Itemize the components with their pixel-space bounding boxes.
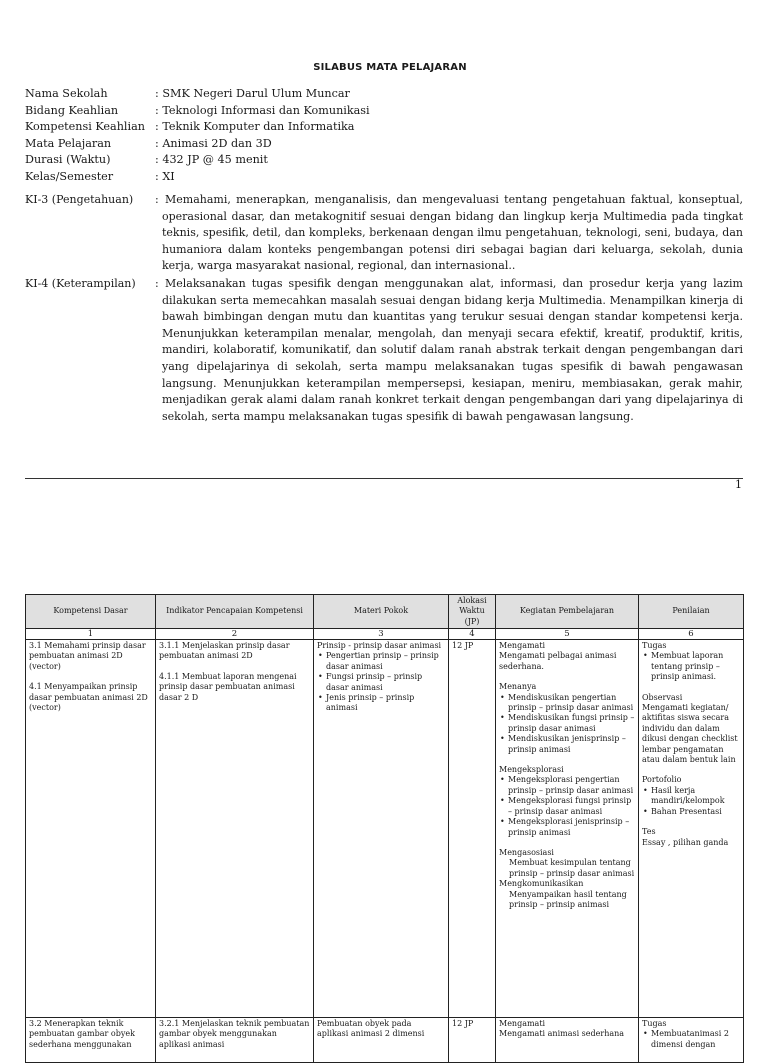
info-label: Kelas/Semester <box>25 169 114 183</box>
list-item: • Mengeksplorasi jenisprinsip – prinsip animasi <box>499 817 635 838</box>
list-item: • Mendiskusikan fungsi prinsip – prinsip dasar animasi <box>499 713 635 734</box>
column-number: 4 <box>449 629 496 640</box>
penilaian-heading: Tugas <box>642 641 667 650</box>
column-number: 1 <box>26 629 156 640</box>
penilaian-heading: Tugas <box>642 1019 667 1028</box>
column-number: 2 <box>156 629 314 640</box>
cell-alokasi-waktu: 12 JP <box>449 640 496 1018</box>
cell-kompetensi-dasar <box>26 640 156 1018</box>
cell-penilaian <box>639 1018 744 1063</box>
kegiatan-heading: Mengamati <box>499 641 546 650</box>
ki3-colon: : <box>155 193 159 206</box>
course-info <box>25 86 370 186</box>
info-row-field <box>25 103 370 120</box>
cell-materi-pokok: Pembuatan obyek pada aplikasi animasi 2 dimensi <box>314 1018 449 1063</box>
footer-divider <box>25 478 743 479</box>
ki3-section <box>25 192 743 276</box>
penilaian-heading: Portofolio <box>642 775 682 785</box>
tugas-list <box>642 1029 740 1050</box>
kegiatan-heading: Mengeksplorasi <box>499 765 564 775</box>
kegiatan-text: Membuat kesimpulan tentang prinsip – prinsip dasar animasi <box>509 858 635 878</box>
kegiatan-text: Mengamati pelbagai animasi sederhana. <box>499 651 617 671</box>
document-title: SILABUS MATA PELAJARAN <box>313 62 467 73</box>
list-item: • Mengeksplorasi fungsi prinsip – prinsip dasar animasi <box>499 796 635 817</box>
list-item: • Fungsi prinsip – prinsip dasar animasi <box>317 672 445 693</box>
materi-list <box>317 651 445 713</box>
info-label: Kompetensi Keahlian <box>25 120 145 134</box>
info-label: Durasi (Waktu) <box>25 153 111 167</box>
info-label: Mata Pelajaran <box>25 136 112 150</box>
info-value: : Teknologi Informasi dan Komunikasi <box>155 103 370 117</box>
penilaian-text: Mengamati kegiatan/ aktifitas siswa secara individu dan dalam dikusi dengan checklist lembar pengamatan atau dalam bentuk lain <box>642 703 738 765</box>
table-header-row <box>26 595 744 629</box>
column-number: 6 <box>639 629 744 640</box>
info-row-duration <box>25 152 370 169</box>
info-label: Bidang Keahlian <box>25 103 119 117</box>
kegiatan-text: Menyampaikan hasil tentang prinsip – prinsip animasi <box>509 889 627 909</box>
ipk-3-1-1: 3.1.1 Menjelaskan prinsip dasar pembuatan animasi 2D <box>159 641 290 661</box>
page-number: 1 <box>735 478 742 491</box>
header-penilaian: Penilaian <box>639 595 744 629</box>
cell-indikator: 3.2.1 Menjelaskan teknik pembuatan gambar obyek menggunakan aplikasi animasi <box>156 1018 314 1063</box>
info-row-competency <box>25 119 370 136</box>
kd-4-1: 4.1 Menyampaikan prinsip dasar pembuatan animasi 2D (vector) <box>29 682 148 713</box>
penilaian-heading: Tes <box>642 827 656 837</box>
cell-indikator <box>156 640 314 1018</box>
kegiatan-heading: Mengamati <box>499 1019 546 1028</box>
penilaian-text: Essay , pilihan ganda <box>642 837 729 847</box>
cell-alokasi-waktu: 12 JP <box>449 1018 496 1063</box>
tugas-list <box>642 651 740 682</box>
info-row-subject <box>25 136 370 153</box>
cell-kegiatan <box>496 640 639 1018</box>
materi-title: Prinsip - prinsip dasar animasi <box>317 641 442 650</box>
ipk-4-1-1: 4.1.1 Membuat laporan mengenai prinsip dasar pembuatan animasi dasar 2 D <box>159 671 297 702</box>
info-row-school <box>25 86 370 103</box>
list-item: • Pengertian prinsip – prinsip dasar animasi <box>317 651 445 672</box>
header-indikator: Indikator Pencapaian Kompetensi <box>156 595 314 629</box>
table-number-row <box>26 629 744 640</box>
cell-kegiatan <box>496 1018 639 1063</box>
eksplorasi-list <box>499 775 635 837</box>
cell-kompetensi-dasar: 3.2 Menerapkan teknik pembuatan gambar obyek sederhana menggunakan <box>26 1018 156 1063</box>
ki3-text: Memahami, menerapkan, menganalisis, dan mengevaluasi tentang pengetahuan faktual, konseptual, operasional dasar, dan metakognitif sesuai dengan bidang dan lingkup kerja Multimedia pada tingkat teknis, spesifik, detil, dan kompleks, berkenaan dengan ilmu pengetahuan, teknologi, seni, budaya, dan humaniora dalam konteks pengembangan potensi diri sebagai bagian dari keluarga, sekolah, dunia kerja, warga masyarakat nasional, regional, dan internasional.. <box>162 193 743 273</box>
list-item: • Membuatanimasi 2 dimensi dengan <box>642 1029 740 1050</box>
table-row <box>26 640 744 1018</box>
header-kompetensi-dasar: Kompetensi Dasar <box>26 595 156 629</box>
header-materi-pokok: Materi Pokok <box>314 595 449 629</box>
syllabus-table <box>25 594 744 1063</box>
list-item: • Mengeksplorasi pengertian prinsip – prinsip dasar animasi <box>499 775 635 796</box>
table-row <box>26 1018 744 1063</box>
list-item: • Hasil kerja mandiri/kelompok <box>642 786 740 807</box>
ki3-label: KI-3 (Pengetahuan) <box>25 193 134 206</box>
list-item: • Jenis prinsip – prinsip animasi <box>317 693 445 714</box>
info-value: : XI <box>155 169 175 183</box>
list-item: • Bahan Presentasi <box>642 807 740 817</box>
kd-3-1: 3.1 Memahami prinsip dasar pembuatan animasi 2D (vector) <box>29 641 146 671</box>
info-label: Nama Sekolah <box>25 87 108 100</box>
kegiatan-heading: Mengkomunikasikan <box>499 879 584 889</box>
header-kegiatan: Kegiatan Pembelajaran <box>496 595 639 629</box>
info-row-class <box>25 169 370 186</box>
info-value: : SMK Negeri Darul Ulum Muncar <box>155 87 350 100</box>
penilaian-heading: Observasi <box>642 692 683 702</box>
cell-materi-pokok <box>314 640 449 1018</box>
cell-penilaian <box>639 640 744 1018</box>
portofolio-list <box>642 786 740 817</box>
menanya-list <box>499 693 635 755</box>
info-value: : Teknik Komputer dan Informatika <box>155 120 355 134</box>
list-item: • Mendiskusikan pengertian prinsip – prinsip dasar animasi <box>499 693 635 714</box>
ki4-colon: : <box>155 277 159 290</box>
header-alokasi-waktu: Alokasi Waktu (JP) <box>449 595 496 629</box>
ki4-section <box>25 276 743 426</box>
kegiatan-heading: Menanya <box>499 682 537 692</box>
info-value: : 432 JP @ 45 menit <box>155 153 268 167</box>
column-number: 5 <box>496 629 639 640</box>
info-value: : Animasi 2D dan 3D <box>155 136 272 150</box>
column-number: 3 <box>314 629 449 640</box>
kegiatan-text: Mengamati animasi sederhana <box>499 1029 625 1039</box>
ki4-text: Melaksanakan tugas spesifik dengan menggunakan alat, informasi, dan prosedur kerja yang lazim dilakukan serta memecahkan masalah sesuai dengan bidang kerja Multimedia. Menampilkan kinerja di bawah bimbingan dengan mutu dan kuantitas yang terukur sesuai dengan standar kompetensi kerja. Menunjukkan keterampilan menalar, mengolah, dan menyaji secara efektif, kreatif, produktif, kritis, mandiri, kolaboratif, komunikatif, dan solutif dalam ranah abstrak terkait dengan pengembangan dari yang dipelajarinya di sekolah, serta mampu melaksanakan tugas spesifik di bawah pengawasan langsung. Menunjukkan keterampilan mempersepsi, kesiapan, meniru, membiasakan, gerak mahir, menjadikan gerak alami dalam ranah konkret terkait dengan pengembangan dari yang dipelajarinya di sekolah, serta mampu melaksanakan tugas spesifik di bawah pengawasan langsung. <box>162 277 743 423</box>
list-item: • Mendiskusikan jenisprinsip – prinsip animasi <box>499 734 635 755</box>
list-item: • Membuat laporan tentang prinsip – prinsip animasi. <box>642 651 740 682</box>
ki4-label: KI-4 (Keterampilan) <box>25 277 136 290</box>
kegiatan-heading: Mengasosiasi <box>499 847 554 857</box>
